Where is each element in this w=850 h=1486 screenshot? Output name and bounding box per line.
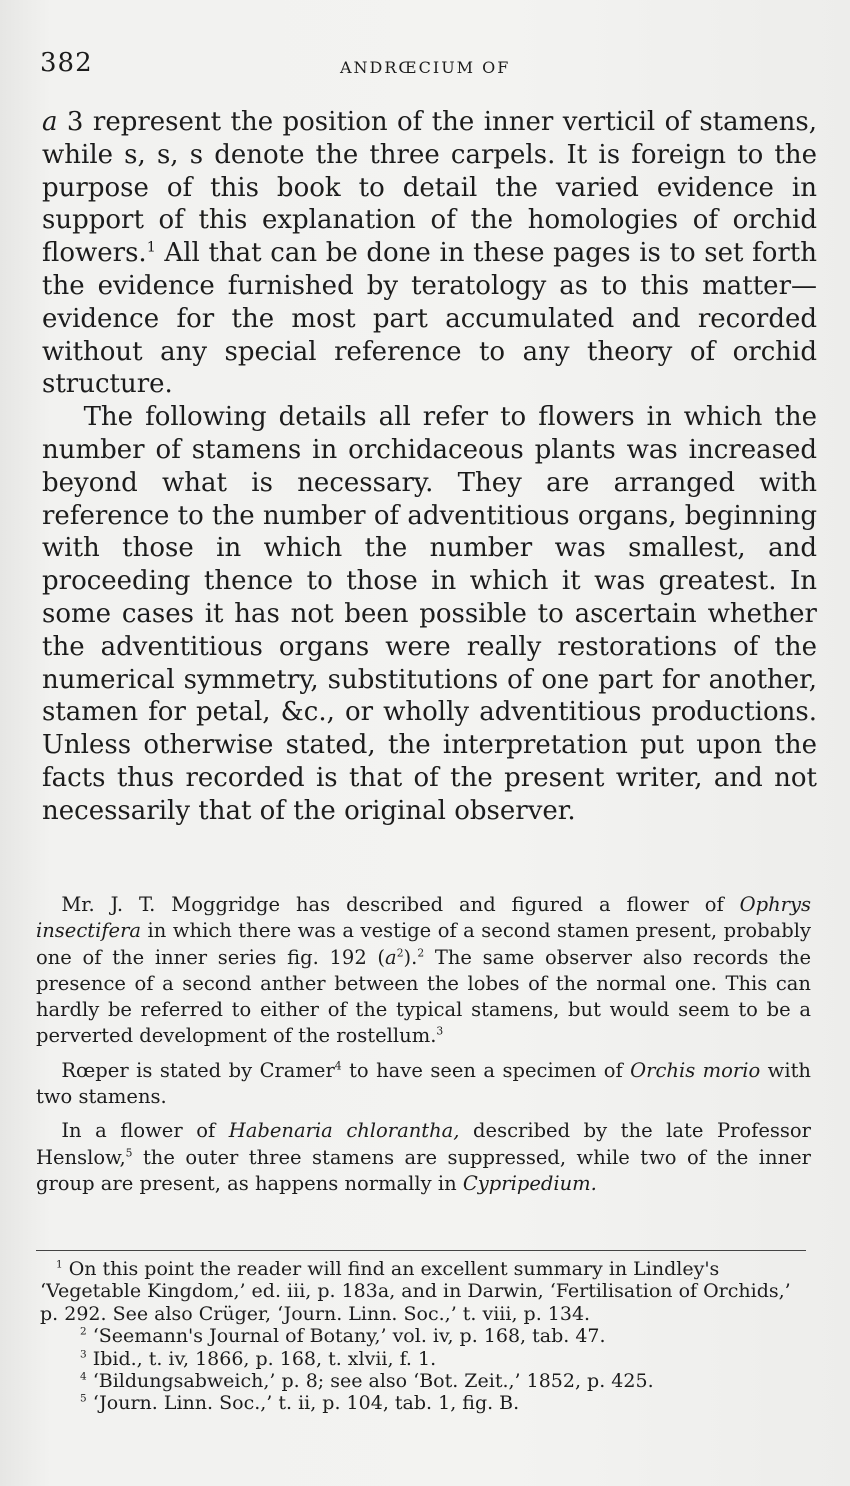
footnote-5-text: ‘Journ. Linn. Soc.,’ t. ii, p. 104, tab. 1, fig. B. bbox=[86, 1392, 520, 1415]
small-paragraph-1 bbox=[36, 892, 811, 1050]
footnote-ref-2[interactable]: 2 bbox=[417, 946, 425, 960]
page-header bbox=[40, 48, 810, 88]
footnote-ref-5[interactable]: 5 bbox=[125, 1146, 133, 1160]
footnote-5-number: 5 bbox=[80, 1393, 87, 1406]
footnote-2-text: ‘Seemann's Journal of Botany,’ vol. iv, p. 168, tab. 47. bbox=[86, 1325, 606, 1348]
s1-a: Mr. J. T. Moggridge has described and figured a flower of bbox=[61, 893, 740, 916]
paragraph-1 bbox=[42, 106, 817, 401]
paragraph-1-rest: All that can be done in these pages is to set forth the evidence furnished by teratology as to this matter—evidence for the most part accumulated and recorded without any special reference to any theory of orchid structure. bbox=[42, 238, 817, 400]
main-text bbox=[42, 106, 817, 828]
s2-b: to have seen a specimen of bbox=[341, 1058, 631, 1082]
s1-d: The same observer also records the presence of a second anther between the lobes of the normal one. This can hardly be referred to either of the typical stamens, but would seem to be a perverted development of the rostellum. bbox=[36, 945, 811, 1048]
footnote-ref-4[interactable]: 4 bbox=[334, 1059, 342, 1073]
label-a: a bbox=[42, 107, 58, 137]
footnote-1-text: On this point the reader will find an excellent summary in Lindley's ‘Vegetable Kingdom,’ ed. iii, p. 183a, and in Darwin, ‘Fertilisation of Orchids,’ p. 292. See also Crüger, ‘Journ. Linn. Soc.,’ t. viii, p. 134. bbox=[40, 1258, 791, 1325]
small-print-section bbox=[36, 892, 811, 1205]
footnote-ref-1[interactable]: 1 bbox=[146, 239, 156, 256]
footnote-4-text: ‘Bildungsabweich,’ p. 8; see also ‘Bot. Zeit.,’ 1852, p. 425. bbox=[86, 1370, 654, 1393]
s3-c: the outer three stamens are suppressed, while two of the inner group are present, as happens normally in bbox=[36, 1145, 811, 1195]
footnote-2-number: 2 bbox=[80, 1325, 87, 1338]
footnote-1-number: 1 bbox=[56, 1258, 63, 1271]
paragraph-1-text: 3 represent the position of the inner verticil of stamens, while s, s, s denote the three carpels. It is foreign to the purpose of this book to detail the varied evidence in support of this explanation of the homologies of orchid flowers. bbox=[42, 107, 817, 269]
footnote-5 bbox=[40, 1392, 810, 1414]
s2-a: Rœper is stated by Cramer bbox=[61, 1058, 335, 1082]
small-paragraph-2 bbox=[36, 1058, 811, 1111]
page-number: 382 bbox=[40, 48, 93, 78]
footnote-3-text: Ibid., t. iv, 1866, p. 168, t. xlvii, f. 1. bbox=[86, 1347, 437, 1370]
footnote-4 bbox=[40, 1370, 810, 1392]
footnote-1 bbox=[40, 1258, 810, 1325]
footnote-2 bbox=[40, 1325, 810, 1347]
s3-italic-genus: Cypripedium. bbox=[462, 1171, 597, 1195]
footnote-rule bbox=[36, 1250, 806, 1251]
small-paragraph-3 bbox=[36, 1118, 811, 1197]
s1-b: in which there was a vestige of a second stamen present, probably one of the inner series fig. 192 ( bbox=[36, 919, 811, 969]
s1-italic-a: a bbox=[385, 945, 397, 969]
s1-c: ). bbox=[403, 945, 418, 969]
s3-b: described by the late Professor Henslow, bbox=[36, 1119, 811, 1169]
footnotes bbox=[40, 1258, 810, 1415]
footnote-3 bbox=[40, 1348, 810, 1370]
s3-italic-species: Habenaria chlorantha, bbox=[228, 1119, 460, 1143]
s1-italic-species: Ophrys insectifera bbox=[36, 893, 811, 943]
s2-c: with two stamens. bbox=[36, 1058, 811, 1109]
s3-a: In a flower of bbox=[61, 1119, 229, 1143]
paragraph-2: The following details all refer to flowers in which the number of stamens in orchidaceous plants was increased beyond what is necessary. They are arranged with reference to the number of adventitious organs, beginning with those in which the number was smallest, and proceeding thence to those in which it was greatest. In some cases it has not been possible to ascertain whether the adventitious organs were really restorations of the numerical symmetry, substitutions of one part for another, stamen for petal, &c., or wholly adventitious productions. Unless otherwise stated, the interpretation put upon the facts thus recorded is that of the present writer, and not necessarily that of the original observer. bbox=[42, 402, 817, 826]
footnote-4-number: 4 bbox=[80, 1370, 87, 1383]
running-head: ANDRŒCIUM OF bbox=[340, 58, 511, 77]
footnote-3-number: 3 bbox=[80, 1348, 87, 1361]
footnote-ref-3[interactable]: 3 bbox=[436, 1024, 444, 1038]
s1-sup-a: 2 bbox=[396, 946, 404, 960]
s2-italic-species: Orchis morio bbox=[630, 1058, 761, 1082]
